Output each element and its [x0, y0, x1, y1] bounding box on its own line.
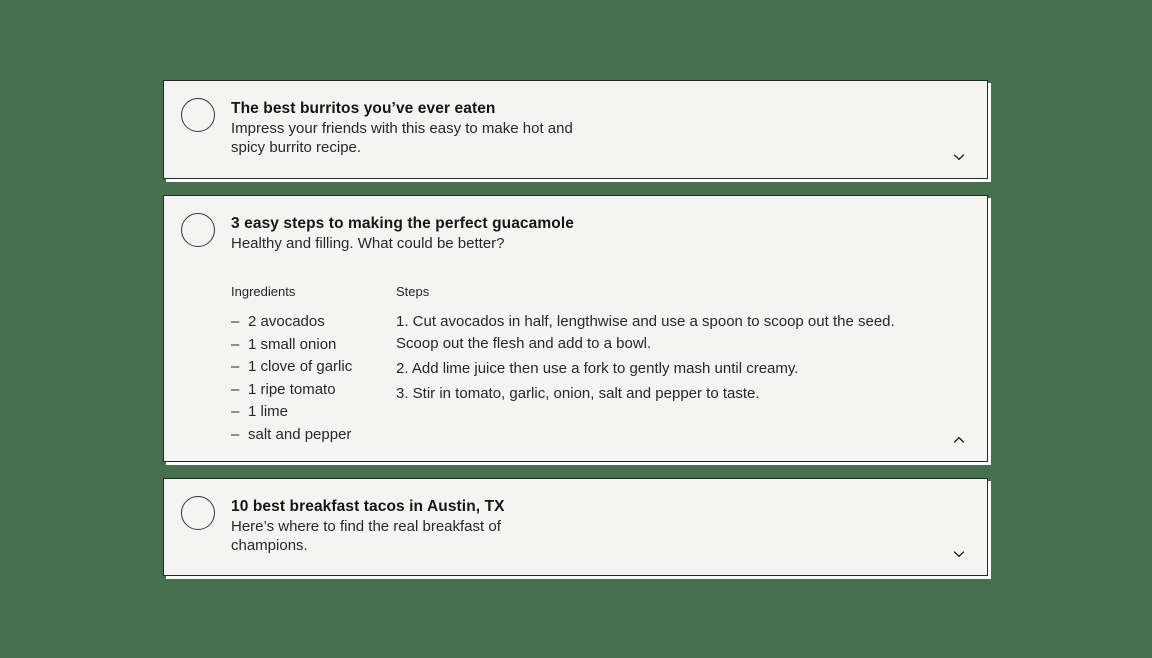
accordion-card-guacamole[interactable]	[163, 195, 988, 462]
ingredient-text: 1 small onion	[248, 335, 337, 353]
avatar-circle	[181, 496, 215, 530]
steps-heading: Steps	[396, 284, 430, 299]
ingredient-text: 1 clove of garlic	[248, 358, 353, 376]
card-description: Healthy and filling. What could be better?	[231, 235, 505, 252]
expand-button[interactable]	[951, 149, 967, 165]
card-header-text	[231, 213, 574, 254]
steps-column	[396, 284, 896, 447]
card-header-text	[231, 496, 577, 555]
ingredient-item	[231, 401, 396, 424]
step-item: 2. Add lime juice then use a fork to gently mash until creamy.	[396, 360, 799, 377]
step-item: 3. Stir in tomato, garlic, onion, salt and pepper to taste.	[396, 385, 760, 402]
ingredient-item	[231, 311, 396, 334]
dash-bullet: –	[231, 335, 240, 353]
ingredient-text: 1 ripe tomato	[248, 380, 336, 398]
ingredient-item	[231, 356, 396, 379]
chevron-down-icon	[951, 546, 967, 562]
card-title: 10 best breakfast tacos in Austin, TX	[231, 498, 505, 515]
dash-bullet: –	[231, 403, 240, 421]
ingredients-heading: Ingredients	[231, 284, 296, 299]
card-description: Impress your friends with this easy to make hot and spicy burrito recipe.	[231, 120, 573, 156]
card-title: The best burritos you’ve ever eaten	[231, 100, 496, 117]
ingredients-column	[231, 284, 396, 447]
dash-bullet: –	[231, 358, 240, 376]
dash-bullet: –	[231, 425, 240, 443]
card-header	[164, 479, 987, 555]
ingredient-text: 1 lime	[248, 403, 289, 421]
chevron-up-icon	[951, 432, 967, 448]
ingredient-text: 2 avocados	[248, 313, 325, 330]
card-title: 3 easy steps to making the perfect guacamole	[231, 215, 574, 232]
collapse-button[interactable]	[951, 432, 967, 448]
ingredient-item	[231, 379, 396, 402]
card-header	[164, 196, 987, 254]
chevron-down-icon	[951, 149, 967, 165]
card-header	[164, 81, 987, 157]
dash-bullet: –	[231, 313, 240, 330]
accordion-card-breakfast-tacos[interactable]	[163, 478, 988, 576]
card-header-text	[231, 98, 577, 157]
ingredient-item	[231, 424, 396, 447]
ingredient-item	[231, 334, 396, 357]
avatar-circle	[181, 213, 215, 247]
avatar-circle	[181, 98, 215, 132]
accordion-card-burritos[interactable]	[163, 80, 988, 179]
expand-button[interactable]	[951, 546, 967, 562]
card-description: Here’s where to find the real breakfast of champions.	[231, 518, 501, 554]
ingredient-text: salt and pepper	[248, 425, 352, 443]
step-item: 1. Cut avocados in half, lengthwise and use a spoon to scoop out the seed. Scoop out the flesh and add to a bowl.	[396, 313, 895, 352]
dash-bullet: –	[231, 380, 240, 398]
expanded-content	[231, 284, 896, 447]
